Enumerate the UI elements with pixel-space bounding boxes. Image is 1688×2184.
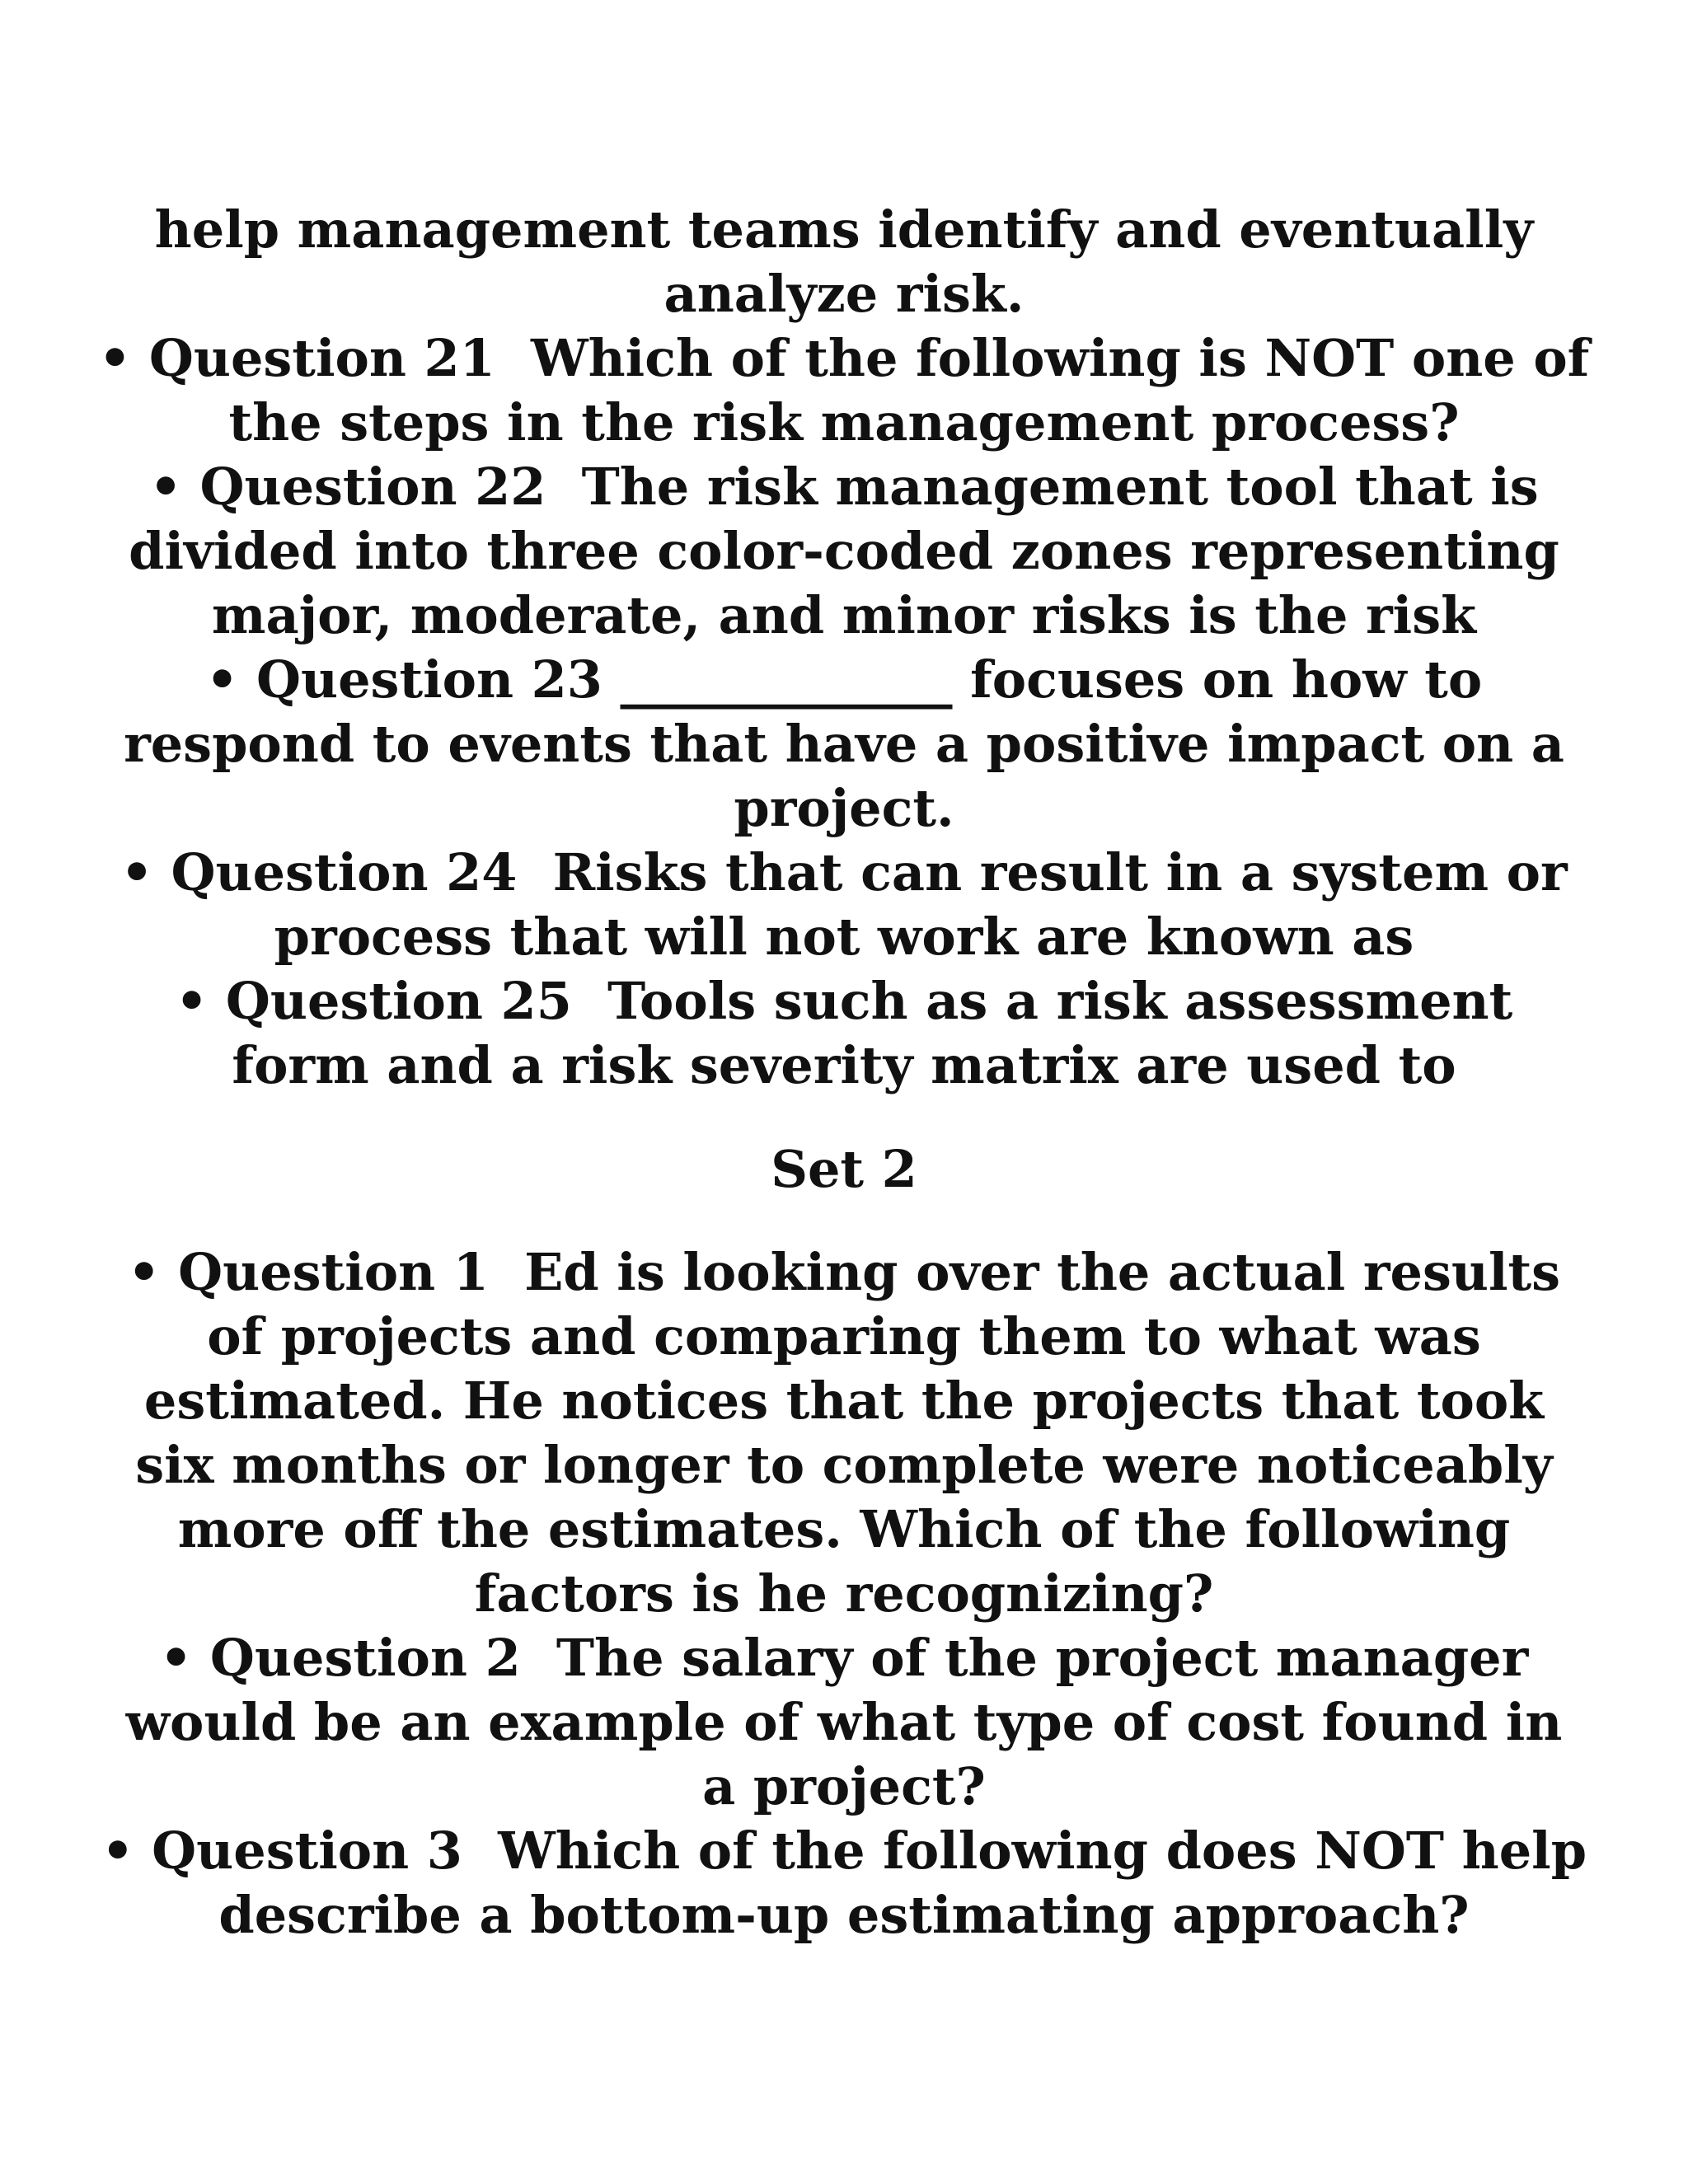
question-21-line: • Question 21 Which of the following is NOT one of [98, 328, 1590, 388]
set-2-heading: Set 2 [771, 1139, 917, 1199]
text-line: respond to events that have a positive impact on a [124, 714, 1564, 774]
text-line: estimated. He notices that the projects that took [143, 1371, 1545, 1431]
question-1-line: • Question 1 Ed is looking over the actual results [127, 1242, 1561, 1302]
text-line: would be an example of what type of cost found in [125, 1692, 1563, 1752]
text-line: project. [734, 778, 954, 838]
question-3-line: • Question 3 Which of the following does NOT help [101, 1821, 1587, 1881]
questions-block-set-1 [0, 198, 1688, 1098]
question-24-line: • Question 24 Risks that can result in a system or [120, 842, 1568, 902]
text-line: process that will not work are known as [274, 907, 1414, 967]
questions-block-set-2 [0, 1240, 1688, 1947]
question-25-line: • Question 25 Tools such as a risk assessment [175, 971, 1513, 1031]
text-line: of projects and comparing them to what was [207, 1306, 1481, 1366]
set-heading [0, 1137, 1688, 1202]
text-line: six months or longer to complete were noticeably [135, 1435, 1553, 1495]
text-line: a project? [702, 1756, 986, 1816]
text-line: major, moderate, and minor risks is the risk [211, 585, 1477, 645]
text-line: analyze risk. [663, 264, 1025, 324]
text-line: form and a risk severity matrix are used to [232, 1035, 1456, 1095]
text-line: describe a bottom-up estimating approach? [218, 1885, 1470, 1945]
question-2-line: • Question 2 The salary of the project manager [159, 1628, 1529, 1688]
question-22-line: • Question 22 The risk management tool that is [149, 457, 1539, 517]
text-line: the steps in the risk management process? [228, 392, 1460, 452]
text-line: factors is he recognizing? [474, 1563, 1214, 1624]
question-23-line: • Question 23 _____________ focuses on how to [205, 649, 1483, 710]
text-line: divided into three color-coded zones representing [129, 521, 1559, 581]
text-line: help management teams identify and eventually [154, 199, 1534, 260]
text-line: more off the estimates. Which of the following [177, 1499, 1511, 1559]
